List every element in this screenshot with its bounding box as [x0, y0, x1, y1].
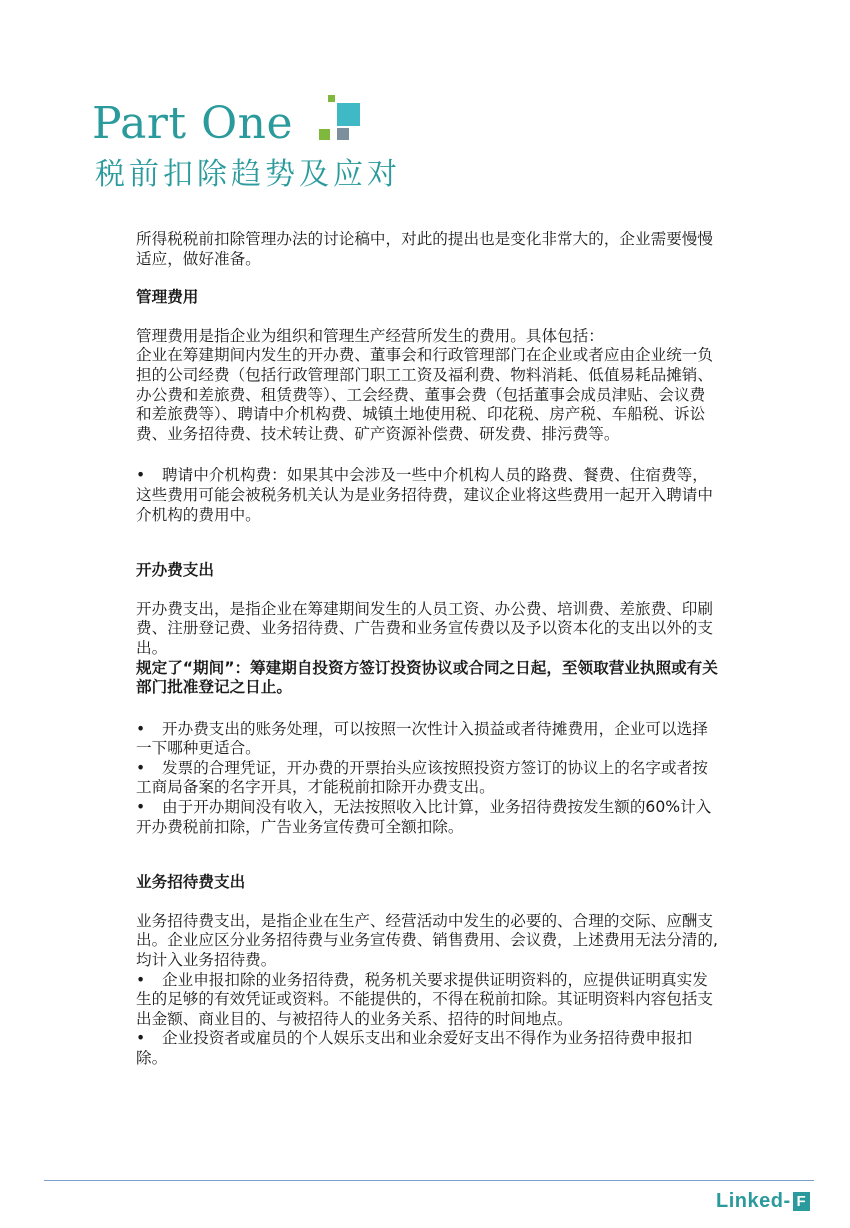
- decorative-square-icon: [337, 128, 349, 140]
- bullet-icon: •: [136, 466, 146, 485]
- bullet-icon: •: [136, 758, 146, 777]
- bullet-text: 发票的合理凭证，开办费的开票抬头应该按照投资方签订的协议上的名字或者按工商局备案的名字开具，才能税前扣除开办费支出。: [136, 758, 708, 797]
- bullet-text: 企业投资者或雇员的个人娱乐支出和业余爱好支出不得作为业务招待费申报扣除。: [136, 1029, 693, 1067]
- section-heading-management: 管理费用: [136, 288, 199, 307]
- bullet-icon: •: [136, 970, 146, 989]
- bullet-text: 开办费支出的账务处理，可以按照一次性计入损益或者待摊费用，企业可以选择一下哪种更适合。: [136, 719, 708, 758]
- intro-paragraph: 所得税税前扣除管理办法的讨论稿中，对此的提出也是变化非常大的，企业需要慢慢适应，做好准备。: [136, 230, 713, 268]
- startup-bullet-item: [136, 798, 720, 837]
- bullet-text: 由于开办期间没有收入，无法按照收入比计算，业务招待费按发生额的60%计入开办费税前扣除，广告业务宣传费可全额扣除。: [136, 798, 712, 836]
- decorative-square-icon: [337, 103, 360, 126]
- page-header: [0, 0, 850, 210]
- bullet-text: 聘请中介机构费：如果其中会涉及一些中介机构人员的路费、餐费、住宿费等，这些费用可能会被税务机关认为是业务招待费，建议企业将这些费用一起开入聘请中介机构的费用中。: [136, 466, 713, 524]
- startup-bullet-item: [136, 759, 720, 798]
- document-body: [136, 230, 720, 1069]
- decorative-square-icon: [328, 95, 335, 102]
- management-paragraph-2: 企业在筹建期间内发生的开办费、董事会和行政管理部门在企业或者应由企业统一负担的公司经费（包括行政管理部门职工工资及福利费、物料消耗、低值易耗品摊销、办公费和差旅费、租赁费等）、工会经费、董事会费（包括董事会成员津贴、会议费和差旅费等）、聘请中介机构费、城镇土地使用税、印花税、房产税、车船税、诉讼费、业务招待费、技术转让费、矿产资源补偿费、研发费、排污费等。: [136, 346, 713, 443]
- bullet-icon: •: [136, 719, 146, 738]
- management-bullet-item: [136, 466, 720, 525]
- brand-logo: [716, 1189, 810, 1213]
- decorative-square-icon: [319, 129, 330, 140]
- entertainment-paragraph-1: 业务招待费支出，是指企业在生产、经营活动中发生的必要的、合理的交际、应酬支出。企业应区分业务招待费与业务宣传费、销售费用、会议费，上述费用无法分清的,均计入业务招待费。: [136, 911, 718, 970]
- part-title: Part One: [92, 98, 294, 149]
- management-paragraph-1: 管理费用是指企业为组织和管理生产经营所发生的费用。具体包括：: [136, 326, 604, 345]
- startup-paragraph-1: 开办费支出，是指企业在筹建期间发生的人员工资、办公费、培训费、差旅费、印刷费、注册登记费、业务招待费、广告费和业务宣传费以及予以资本化的支出以外的支出。: [136, 599, 713, 657]
- entertainment-bullet-item: [136, 971, 720, 1030]
- logo-text: Linked-: [716, 1189, 791, 1212]
- footer-divider: [44, 1180, 814, 1181]
- part-subtitle: 税前扣除趋势及应对: [95, 157, 401, 192]
- bullet-icon: •: [136, 798, 146, 817]
- bullet-text: 企业申报扣除的业务招待费，税务机关要求提供证明资料的，应提供证明真实发生的足够的有效凭证或资料。不能提供的，不得在税前扣除。其证明资料内容包括支出金额、商业目的、与被招待人的业务关系、招待的时间地点。: [136, 970, 713, 1028]
- section-heading-startup: 开办费支出: [136, 561, 214, 580]
- section-heading-entertainment: 业务招待费支出: [136, 873, 246, 892]
- logo-mark-icon: F: [793, 1192, 810, 1211]
- startup-bullet-item: [136, 720, 720, 759]
- bullet-icon: •: [136, 1029, 146, 1048]
- startup-period-definition: 规定了“期间”：筹建期自投资方签订投资协议或合同之日起，至领取营业执照或有关部门批准登记之日止。: [136, 658, 718, 697]
- entertainment-bullet-item: [136, 1029, 720, 1068]
